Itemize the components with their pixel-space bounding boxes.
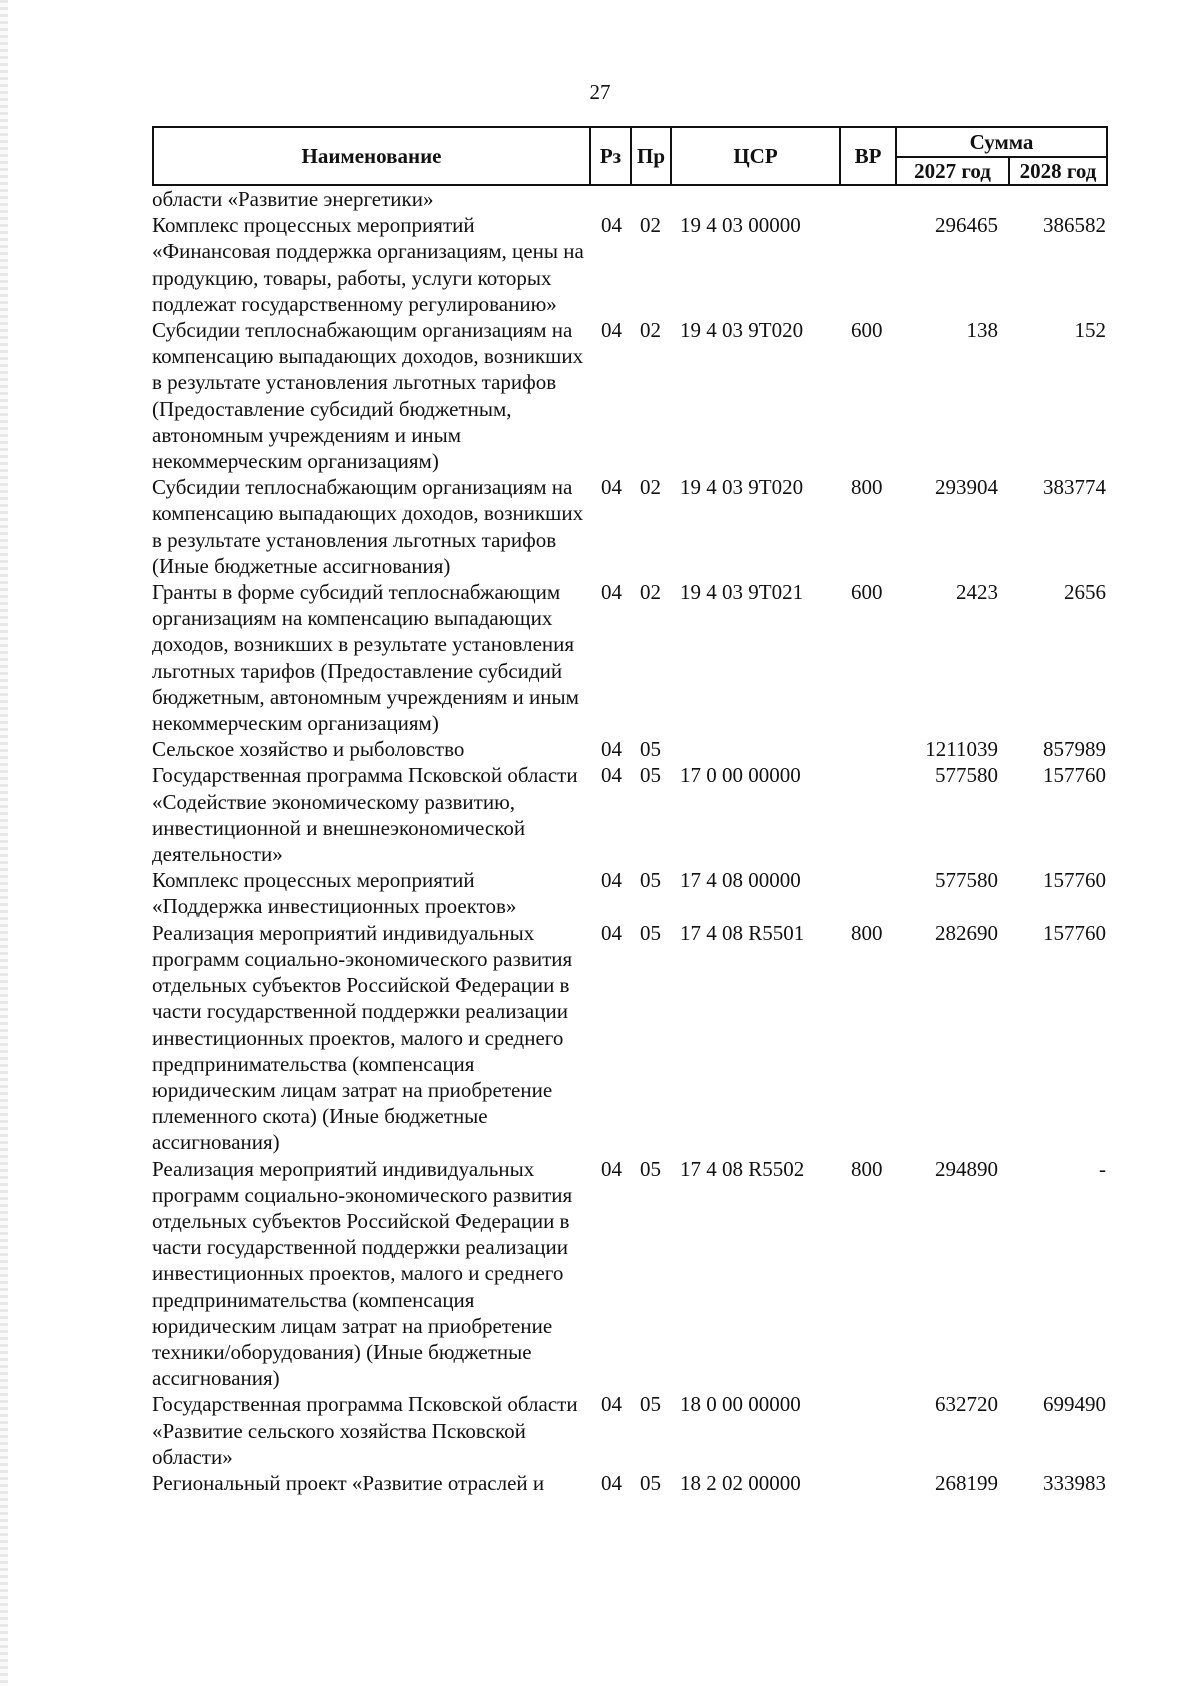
cell-pr: 05 xyxy=(640,1470,661,1495)
table-row xyxy=(152,317,1106,474)
table-header xyxy=(152,126,1108,186)
cell-name: Субсидии теплоснабжающим организациям на компенсацию выпадающих доходов, возникших в результате установления льготных тарифов (Иные бюджетные ассигнования) xyxy=(152,475,584,578)
cell-y2028: 157760 xyxy=(1043,763,1106,788)
cell-pr xyxy=(630,186,670,212)
cell-rz: 04 xyxy=(601,1392,622,1417)
cell-rz xyxy=(589,186,630,212)
header-rz: Рз xyxy=(590,127,631,185)
cell-vr: 800 xyxy=(851,475,883,500)
cell-vr xyxy=(839,762,895,867)
cell-name: Государственная программа Псковской области «Развитие сельского хозяйства Псковской области» xyxy=(152,1392,578,1469)
cell-name: Реализация мероприятий индивидуальных программ социально-экономического развития отдельных субъектов Российской Федерации в части государственной поддержки реализации инвестиционных проектов, малого и среднего предпринимательства (компенсация юридическим лицам затрат на приобретение племенного скота) (Иные бюджетные ассигнования) xyxy=(152,920,573,1155)
cell-vr xyxy=(839,1470,895,1496)
cell-name: Региональный проект «Развитие отраслей и xyxy=(152,1470,545,1495)
cell-y2027: 293904 xyxy=(935,475,998,500)
cell-y2028: 857989 xyxy=(1043,737,1106,762)
cell-vr xyxy=(839,867,895,919)
cell-name: Государственная программа Псковской области «Содействие экономическому развитию, инвестиционной и внешнеэкономической деятельности» xyxy=(152,763,578,867)
page-number: 27 xyxy=(589,80,611,104)
header-2028: 2028 год xyxy=(1009,157,1107,185)
cell-csr: 17 4 08 R5502 xyxy=(680,1156,805,1181)
cell-vr xyxy=(839,736,895,762)
cell-rz: 04 xyxy=(601,868,622,893)
cell-y2027: 282690 xyxy=(935,920,998,945)
scan-edge xyxy=(0,0,8,1686)
cell-name: Сельское хозяйство и рыболовство xyxy=(152,737,465,762)
cell-name: области «Развитие энергетики» xyxy=(152,187,434,211)
cell-csr: 19 4 03 9Т021 xyxy=(680,580,804,605)
table-body xyxy=(152,186,1106,1496)
cell-name: Комплекс процессных мероприятий «Поддержка инвестиционных проектов» xyxy=(152,868,517,919)
cell-y2027 xyxy=(895,186,1008,212)
header-2027: 2027 год xyxy=(896,157,1009,185)
cell-y2028: 386582 xyxy=(1043,213,1106,238)
cell-y2027: 296465 xyxy=(935,213,998,238)
table-row xyxy=(152,1391,1106,1470)
table-row xyxy=(152,736,1106,762)
cell-y2028: 699490 xyxy=(1043,1392,1106,1417)
cell-rz: 04 xyxy=(601,1470,622,1495)
cell-pr: 05 xyxy=(640,1392,661,1417)
cell-y2028 xyxy=(1008,186,1106,212)
cell-y2028: - xyxy=(1099,1156,1106,1181)
cell-pr: 05 xyxy=(640,1156,661,1181)
cell-csr: 18 0 00 00000 xyxy=(680,1392,801,1417)
table-row xyxy=(152,474,1106,579)
cell-rz: 04 xyxy=(601,763,622,788)
cell-y2028: 157760 xyxy=(1043,920,1106,945)
header-pr: Пр xyxy=(631,127,671,185)
cell-y2028: 333983 xyxy=(1043,1470,1106,1495)
table-row xyxy=(152,1156,1106,1392)
cell-y2027: 1211039 xyxy=(925,737,998,762)
header-sum: Сумма xyxy=(896,127,1107,157)
cell-pr: 02 xyxy=(640,580,661,605)
cell-y2028: 2656 xyxy=(1064,580,1106,605)
header-csr: ЦСР xyxy=(671,127,840,185)
cell-pr: 05 xyxy=(640,920,661,945)
cell-pr: 05 xyxy=(640,868,661,893)
cell-pr: 02 xyxy=(640,475,661,500)
cell-y2027: 2423 xyxy=(956,580,998,605)
cell-y2027: 577580 xyxy=(935,763,998,788)
cell-vr xyxy=(839,212,895,317)
cell-name: Гранты в форме субсидий теплоснабжающим организациям на компенсацию выпадающих доходов, возникших в результате установления льготных тарифов (Предоставление субсидий бюджетным, автономным учреждениям и иным некоммерческим организациям) xyxy=(152,580,579,736)
cell-rz: 04 xyxy=(601,475,622,500)
cell-y2027: 577580 xyxy=(935,868,998,893)
cell-rz: 04 xyxy=(601,318,622,343)
header-name: Наименование xyxy=(153,127,590,185)
table-row xyxy=(152,186,1106,212)
cell-name: Комплекс процессных мероприятий «Финансовая поддержка организациям, цены на продукцию, товары, работы, услуги которых подлежат государственному регулированию» xyxy=(152,213,584,316)
cell-y2028: 157760 xyxy=(1043,868,1106,893)
cell-vr: 800 xyxy=(851,1156,883,1181)
cell-rz: 04 xyxy=(601,1156,622,1181)
cell-y2027: 138 xyxy=(966,318,998,343)
cell-name: Реализация мероприятий индивидуальных программ социально-экономического развития отдельных субъектов Российской Федерации в части государственной поддержки реализации инвестиционных проектов, малого и среднего предпринимательства (компенсация юридическим лицам затрат на приобретение техники/оборудования) (Иные бюджетные ассигнования) xyxy=(152,1156,573,1391)
cell-csr: 17 4 08 00000 xyxy=(680,868,801,893)
cell-rz: 04 xyxy=(601,737,622,762)
cell-pr: 02 xyxy=(640,213,661,238)
cell-name: Субсидии теплоснабжающим организациям на компенсацию выпадающих доходов, возникших в результате установления льготных тарифов (Предоставление субсидий бюджетным, автономным учреждениям и иным некоммерческим организациям) xyxy=(152,318,584,474)
cell-y2027: 294890 xyxy=(935,1156,998,1181)
cell-csr: 17 0 00 00000 xyxy=(680,763,801,788)
cell-pr: 05 xyxy=(640,763,661,788)
table-row xyxy=(152,920,1106,1156)
cell-csr: 19 4 03 9Т020 xyxy=(680,475,804,500)
cell-csr: 19 4 03 9Т020 xyxy=(680,318,804,343)
table-row xyxy=(152,579,1106,736)
table-row xyxy=(152,867,1106,919)
cell-vr: 800 xyxy=(851,920,883,945)
cell-vr xyxy=(839,186,895,212)
cell-rz: 04 xyxy=(601,213,622,238)
cell-y2027: 632720 xyxy=(935,1392,998,1417)
cell-vr: 600 xyxy=(851,318,883,343)
cell-y2027: 268199 xyxy=(935,1470,998,1495)
cell-csr xyxy=(670,186,839,212)
cell-rz: 04 xyxy=(601,920,622,945)
cell-vr: 600 xyxy=(851,580,883,605)
table-row xyxy=(152,762,1106,867)
cell-pr: 02 xyxy=(640,318,661,343)
table-row xyxy=(152,1470,1106,1496)
cell-csr: 18 2 02 00000 xyxy=(680,1470,801,1495)
cell-y2028: 383774 xyxy=(1043,475,1106,500)
cell-pr: 05 xyxy=(640,737,661,762)
cell-vr xyxy=(839,1391,895,1470)
cell-csr xyxy=(670,736,839,762)
table-row xyxy=(152,212,1106,317)
cell-y2028: 152 xyxy=(1074,318,1106,343)
cell-csr: 17 4 08 R5501 xyxy=(680,920,805,945)
cell-csr: 19 4 03 00000 xyxy=(680,213,801,238)
cell-rz: 04 xyxy=(601,580,622,605)
header-vr: ВР xyxy=(840,127,896,185)
